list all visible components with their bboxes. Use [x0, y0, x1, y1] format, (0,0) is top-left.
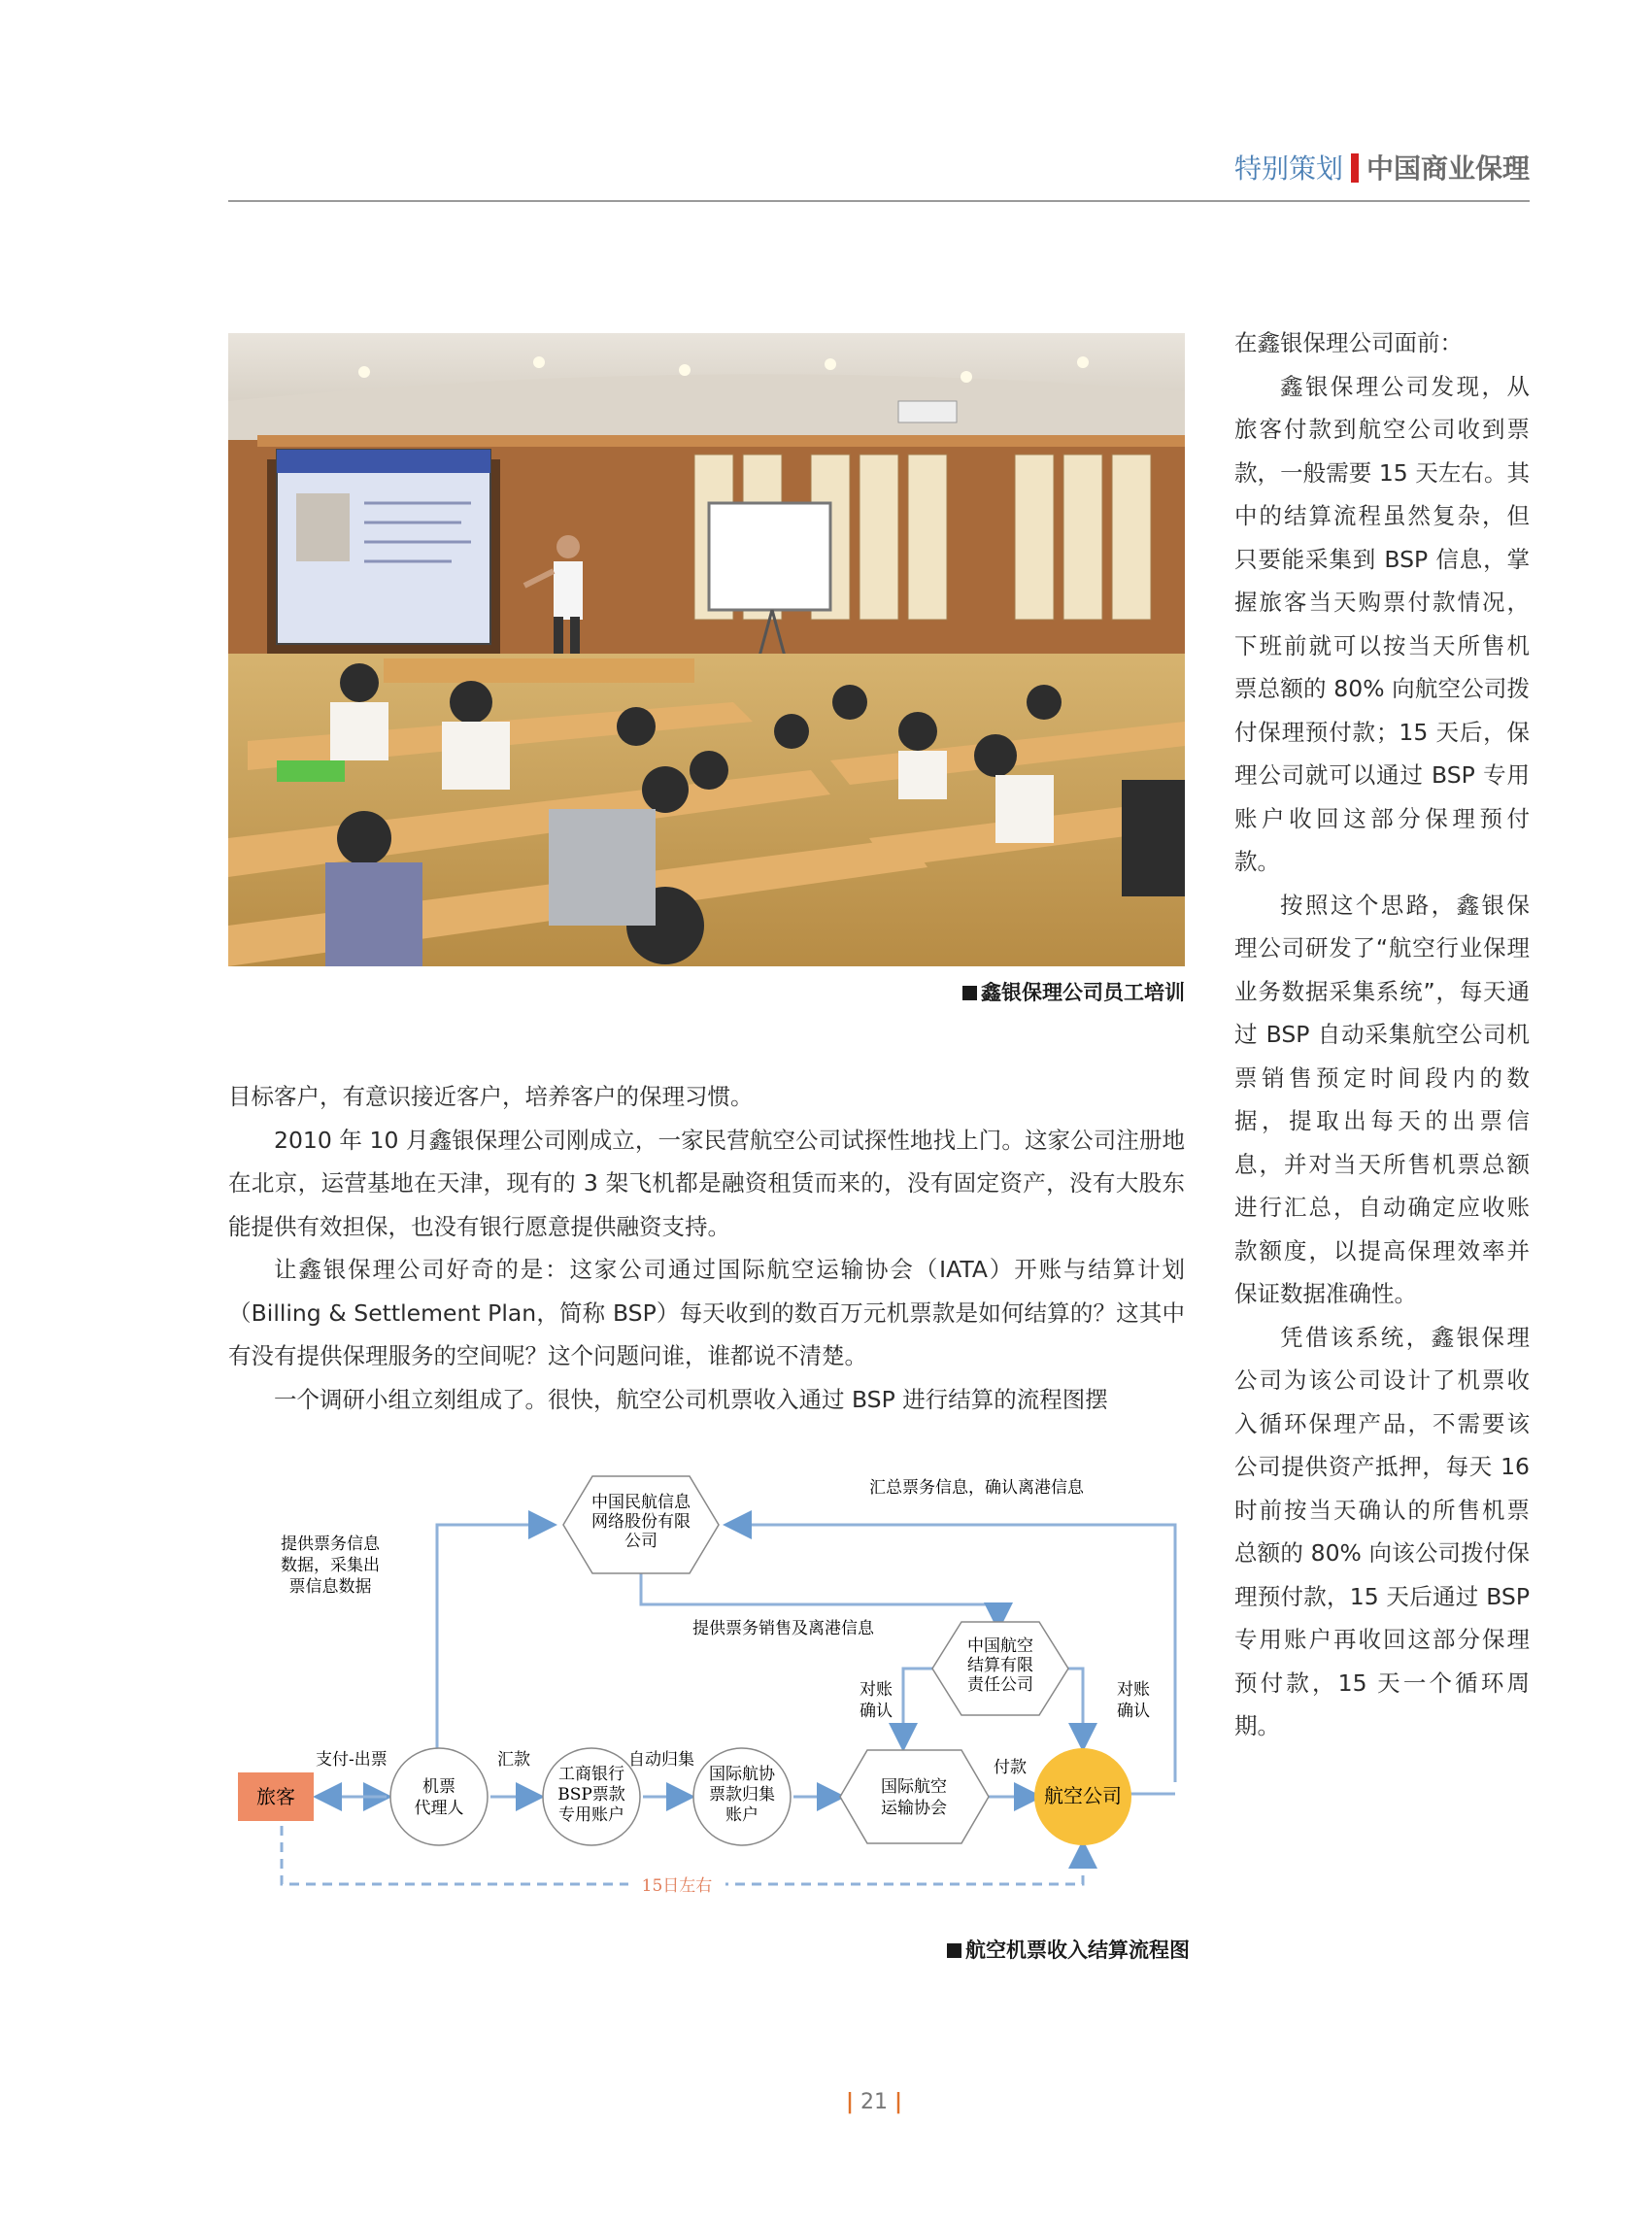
node-agent	[390, 1748, 488, 1845]
svg-text:责任公司: 责任公司	[967, 1675, 1033, 1695]
svg-text:中国航空: 中国航空	[967, 1636, 1033, 1656]
body-text-right	[1234, 321, 1530, 1748]
training-photo	[228, 333, 1185, 966]
svg-text:账户: 账户	[725, 1805, 759, 1825]
svg-text:工商银行: 工商银行	[558, 1765, 624, 1784]
photo-caption: 鑫银保理公司员工培训	[962, 977, 1185, 1006]
paragraph: 鑫银保理公司发现，从旅客付款到航空公司收到票款，一般需要 15 天左右。其中的结算流程虽然复杂，但只要能采集到 BSP 信息，掌握旅客当天购票付款情况，下班前就可以按当天所售机票总额的 80% 向航空公司拨付保理预付款；15 天后，保理公司就可以通过 BSP 专用账户收回这部分保理预付款。	[1234, 372, 1530, 875]
paragraph: 在鑫银保理公司面前：	[1234, 329, 1463, 356]
label-provide-data	[281, 1535, 381, 1597]
label-remit: 汇款	[497, 1750, 530, 1770]
settlement-flow-diagram	[228, 1457, 1190, 1923]
svg-text:机票: 机票	[422, 1777, 455, 1797]
svg-text:公司: 公司	[624, 1532, 657, 1551]
svg-text:对账: 对账	[860, 1680, 893, 1700]
page-number-bar: |	[894, 2090, 903, 2114]
label-provide-sales: 提供票务销售及离港信息	[692, 1619, 874, 1638]
node-travelsky	[563, 1476, 719, 1573]
svg-text:结算有限: 结算有限	[967, 1656, 1033, 1675]
caption-square-icon	[962, 986, 977, 1000]
node-iata-account	[693, 1748, 791, 1845]
svg-text:专用账户: 专用账户	[558, 1805, 624, 1825]
arrow-travelsky-to-accc	[641, 1573, 998, 1626]
label-auto-collect: 自动归集	[628, 1750, 694, 1770]
svg-text:确认: 确认	[1117, 1702, 1150, 1721]
svg-text:票款归集: 票款归集	[709, 1785, 775, 1804]
running-header	[228, 146, 1530, 202]
label-reconcile-right	[1117, 1680, 1150, 1721]
svg-text:中国民航信息: 中国民航信息	[591, 1493, 691, 1512]
page-number: | 21 |	[846, 2090, 903, 2114]
label-payment: 付款	[994, 1758, 1027, 1777]
node-icbc	[543, 1748, 640, 1845]
svg-text:国际航协: 国际航协	[709, 1765, 775, 1784]
label-15-days: 15日左右	[641, 1876, 713, 1896]
header-divider	[1351, 153, 1359, 183]
caption-square-icon	[947, 1943, 961, 1958]
arrow-agent-to-travelsky	[437, 1525, 552, 1782]
svg-text:确认: 确认	[860, 1702, 893, 1721]
arrow-accc-to-airline	[1063, 1669, 1083, 1746]
node-airline	[1034, 1748, 1131, 1845]
training-room-illustration	[228, 333, 1185, 966]
paragraph: 2010 年 10 月鑫银保理公司刚成立，一家民营航空公司试探性地找上门。这家公司注册地在北京，运营基地在天津，现有的 3 架飞机都是融资租赁而来的，没有固定资产，没有大股东能提供有效担保，也没有银行愿意提供融资支持。	[228, 1126, 1185, 1240]
svg-text:运输协会: 运输协会	[881, 1799, 947, 1818]
svg-text:提供票务信息: 提供票务信息	[281, 1535, 380, 1554]
svg-text:BSP票款: BSP票款	[557, 1785, 625, 1804]
label-pay-ticket: 支付-出票	[316, 1750, 388, 1770]
node-accc	[932, 1622, 1068, 1715]
page-number-bar: |	[846, 2090, 855, 2114]
svg-text:对账: 对账	[1117, 1680, 1150, 1700]
magazine-name: 中国商业保理	[1365, 152, 1530, 185]
svg-text:票信息数据: 票信息数据	[288, 1577, 372, 1597]
svg-text:旅客: 旅客	[256, 1785, 295, 1808]
paragraph: 凭借该系统，鑫银保理公司为该公司设计了机票收入循环保理产品，不需要该公司提供资产抵押，每天 16 时前按当天确认的所售机票总额的 80% 向该公司拨付保理预付款，15 天后通过 BSP 专用账户再收回这部分保理预付款，15 天一个循环周期。	[1234, 1323, 1530, 1739]
svg-text:数据，采集出: 数据，采集出	[281, 1556, 380, 1575]
svg-text:国际航空: 国际航空	[881, 1777, 947, 1797]
node-iata	[840, 1750, 989, 1843]
node-passenger	[238, 1772, 314, 1821]
paragraph: 一个调研小组立刻组成了。很快，航空公司机票收入通过 BSP 进行结算的流程图摆	[274, 1385, 1108, 1413]
paragraph: 让鑫银保理公司好奇的是：这家公司通过国际航空运输协会（IATA）开账与结算计划（Billing & Settlement Plan，简称 BSP）每天收到的数百万元机票款是如何结算的？这其中有没有提供保理服务的空间呢？这个问题问谁，谁都说不清楚。	[228, 1256, 1185, 1369]
paragraph: 按照这个思路，鑫银保理公司研发了“航空行业保理业务数据采集系统”，每天通过 BSP 自动采集航空公司机票销售预定时间段内的数据，提取出每天的出票信息，并对当天所售机票总额进行汇总，自动确定应收账款额度，以提高保理效率并保证数据准确性。	[1234, 891, 1530, 1307]
paragraph: 目标客户，有意识接近客户，培养客户的保理习惯。	[228, 1083, 754, 1110]
arrow-accc-to-iata	[903, 1669, 932, 1746]
svg-text:代理人: 代理人	[414, 1799, 464, 1818]
svg-text:航空公司: 航空公司	[1044, 1784, 1122, 1807]
section-name: 特别策划	[1233, 152, 1343, 185]
label-summary: 汇总票务信息，确认离港信息	[869, 1478, 1084, 1498]
header-title	[1234, 152, 1530, 186]
svg-text:网络股份有限: 网络股份有限	[591, 1512, 691, 1532]
label-reconcile-left	[860, 1680, 893, 1721]
body-text-left	[228, 1075, 1185, 1421]
diagram-caption: 航空机票收入结算流程图	[947, 1935, 1190, 1964]
